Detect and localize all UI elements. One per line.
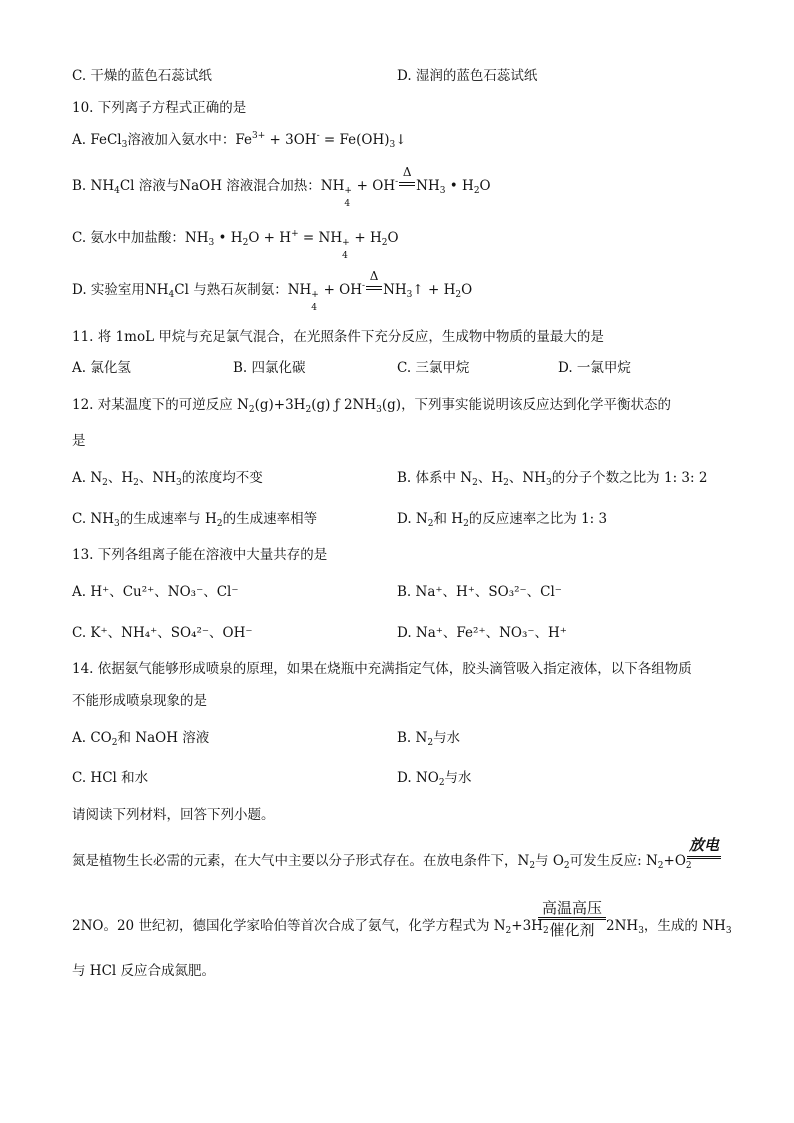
q13-option-d: D. Na⁺、Fe²⁺、NO₃⁻、H⁺ (397, 625, 567, 641)
q11-option-d: D. 一氯甲烷 (558, 360, 631, 376)
q10-stem: 10. 下列离子方程式正确的是 (72, 100, 247, 116)
heat-condition: Δ (398, 177, 416, 195)
material-paragraph-line3: 与 HCl 反应合成氮肥。 (72, 963, 216, 979)
q14-stem: 14. 依据氨气能够形成喷泉的原理，如果在烧瓶中充满指定气体，胶头滴管吸入指定液体，以下各组物质 (72, 661, 692, 677)
material-intro: 请阅读下列材料，回答下列小题。 (72, 807, 275, 823)
q9-option-c: C. 干燥的蓝色石蕊试纸 (72, 68, 212, 84)
q14-option-a: A. $CO_2$和 NaOH 溶液 (72, 730, 210, 748)
q14-option-d: D. $NO_2$与水 (397, 770, 472, 788)
material-paragraph-line2-end: $2NH_3$，生成的 $NH_3$ (606, 918, 732, 936)
q13-stem: 13. 下列各组离子能在溶液中大量共存的是 (72, 547, 328, 563)
synthesis-condition: 高温高压 催化剂 (538, 899, 606, 940)
q14-option-b: B. $N_2$与水 (397, 730, 461, 748)
q14-option-c: C. HCl 和水 (72, 770, 149, 786)
q12-option-d: D. $N_2$和 $H_2$的反应速率之比为 1: 3 (397, 511, 608, 529)
q11-option-c: C. 三氯甲烷 (397, 360, 470, 376)
discharge-condition: 放电 (687, 836, 721, 859)
material-paragraph-line2: 2NO。20 世纪初，德国化学家哈伯等首次合成了氨气，化学方程式为 $N_2+3H_2$ (72, 918, 549, 936)
q12-stem: 12. 对某温度下的可逆反应 $N_2(g)+3H_2(g)$ ƒ $2NH_3(g)$，下列事实能说明该反应达到化学平衡状态的 (72, 397, 672, 415)
q11-stem: 11. 将 1moL 甲烷与充足氯气混合，在光照条件下充分反应，生成物中物质的量最大的是 (72, 329, 604, 345)
q10-option-c: C. 氨水中加盐酸：$NH_3$ • $H_2O + H^+$ = NH + 4 + $H_2O$ (72, 229, 399, 261)
q11-option-a: A. 氯化氢 (72, 360, 131, 376)
q9-option-d: D. 湿润的蓝色石蕊试纸 (397, 68, 538, 84)
q12-option-b: B. 体系中 $N_2$、$H_2$、$NH_3$的分子个数之比为 1: 3: 2 (397, 470, 708, 488)
q12-option-a: A. $N_2$、$H_2$、$NH_3$的浓度均不变 (72, 470, 263, 488)
q12-option-c: C. $NH_3$的生成速率与 $H_2$的生成速率相等 (72, 511, 318, 529)
q13-option-b: B. Na⁺、H⁺、SO₃²⁻、Cl⁻ (397, 584, 562, 600)
q10-option-d: D. 实验室用$NH_4Cl$ 与熟石灰制氨：NH + 4 + OH- Δ $NH_3↑ + H_2O$ (72, 269, 473, 313)
q10-option-a: A. FeCl$_3$溶液加入氨水中：$Fe^{3+} + 3OH^-$ = $Fe(OH)_3↓$ (72, 131, 407, 150)
q13-option-a: A. H⁺、Cu²⁺、NO₃⁻、Cl⁻ (72, 584, 239, 600)
q14-stem-line2: 不能形成喷泉现象的是 (72, 693, 207, 709)
heat-condition: Δ (365, 281, 383, 299)
q13-option-c: C. K⁺、NH₄⁺、SO₄²⁻、OH⁻ (72, 625, 253, 641)
material-paragraph-line1: 氮是植物生长必需的元素，在大气中主要以分子形式存在。在放电条件下，$N_2$与 $O_2$可发生反应: $N_2+O_2$ (72, 853, 692, 871)
q10-option-b: B. $NH_4Cl$ 溶液与NaOH 溶液混合加热：NH + 4 + OH- Δ $NH_3$ • $H_2O$ (72, 165, 491, 209)
q11-option-b: B. 四氯化碳 (233, 360, 306, 376)
q12-stem-line2: 是 (72, 433, 86, 449)
